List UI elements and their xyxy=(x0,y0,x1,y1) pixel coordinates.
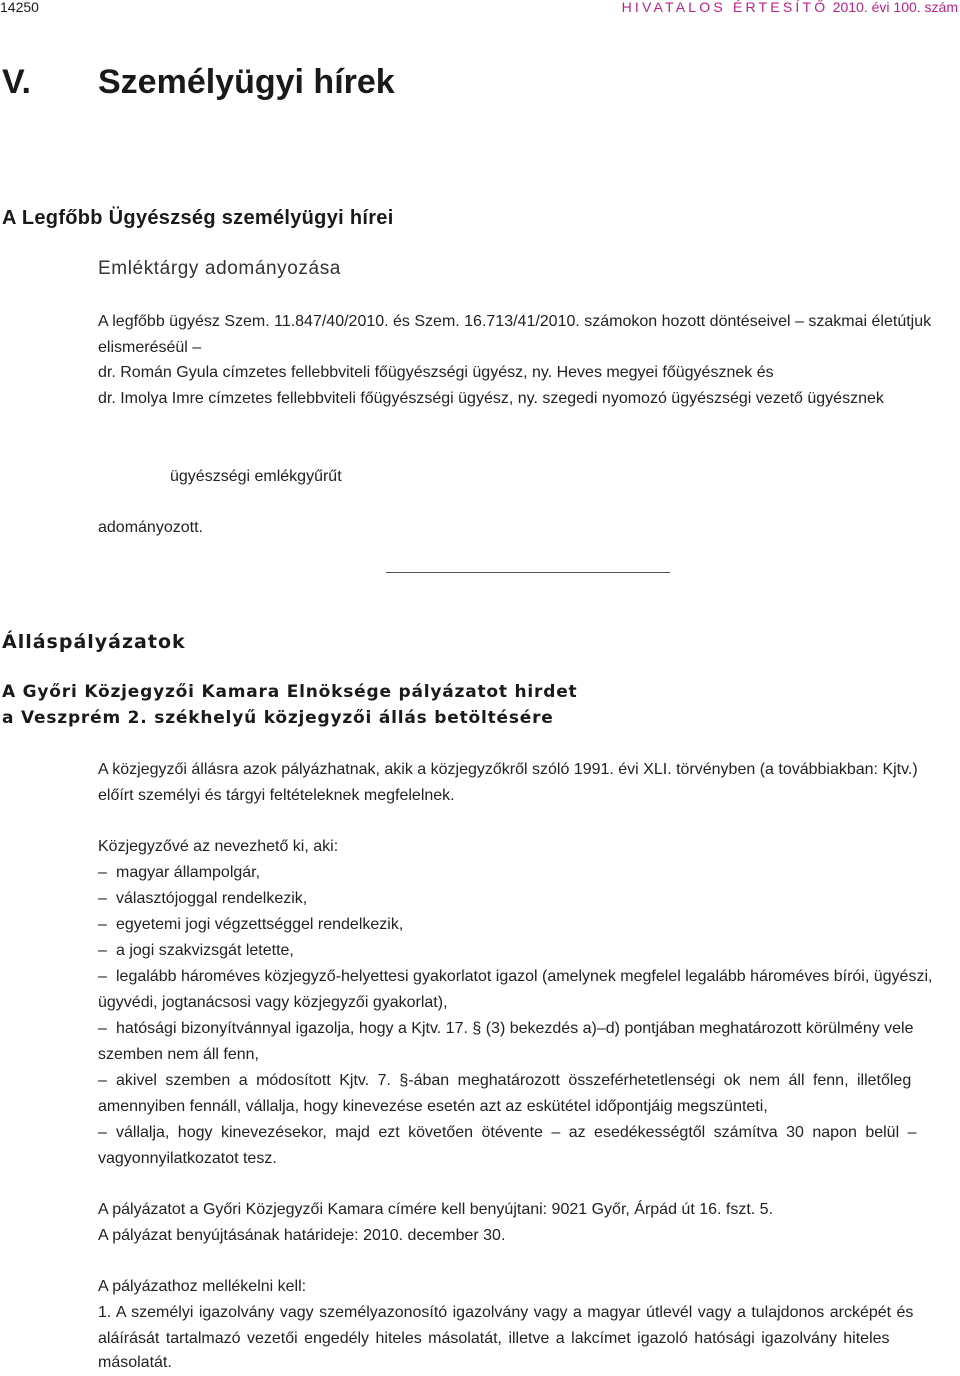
list-item-continuation: ügyvédi, jogtanácsosi vagy közjegyzői gyakorlat), xyxy=(98,994,448,1011)
dash-bullet: – xyxy=(98,916,107,933)
list-item: – magyar állampolgár, xyxy=(98,860,260,886)
list-item: – legalább hároméves közjegyző-helyettesi gyakorlatot igazol (amelynek megfelel legalább hároméves bírói, ügyészi, xyxy=(98,964,932,990)
submission-deadline: A pályázat benyújtásának határideje: 2010. december 30. xyxy=(98,1227,506,1244)
list-item: – választójoggal rendelkezik, xyxy=(98,886,307,912)
section-divider xyxy=(386,572,670,573)
list-item-continuation: vagyonnyilatkozatot tesz. xyxy=(98,1150,277,1167)
dash-bullet: – xyxy=(98,1072,107,1089)
attachments-intro: A pályázathoz mellékelni kell: xyxy=(98,1278,307,1295)
journal-name: HIVATALOS ÉRTESÍTŐ xyxy=(621,0,829,15)
list-item-continuation: amennyiben fennáll, vállalja, hogy kinevezése esetén azt az eskütétel időpontjáig megszünteti, xyxy=(98,1098,768,1115)
person-2: dr. Imolya Imre címzetes fellebbviteli főügyészségi ügyész, ny. szegedi nyomozó ügyészségi vezető ügyésznek xyxy=(98,390,884,407)
dash-bullet: – xyxy=(98,890,107,907)
section-number: V. xyxy=(2,63,32,101)
part1-heading: A Legfőbb Ügyészség személyügyi hírei xyxy=(2,207,394,229)
list-item: – akivel szemben a módosított Kjtv. 7. §-ában meghatározott összeférhetetlenségi ok nem áll fenn, illetőleg xyxy=(98,1068,911,1094)
section-title: Személyügyi hírek xyxy=(98,63,395,101)
attachment-1-line1: 1. A személyi igazolvány vagy személyazonosító igazolvány vagy a magyar útlevél vagy a tulajdonos arcképét és xyxy=(98,1304,914,1321)
dash-bullet: – xyxy=(98,1020,107,1037)
issue-number: 2010. évi 100. szám xyxy=(832,0,958,15)
running-header xyxy=(622,0,958,14)
part1-intro-line2: elismeréséül – xyxy=(98,339,202,356)
list-item: – vállalja, hogy kinevezésekor, majd ezt követően ötévente – az esedékességtől számítva 30 napon belül – xyxy=(98,1120,916,1146)
dash-bullet: – xyxy=(98,864,107,881)
list-item: – a jogi szakvizsgát letette, xyxy=(98,938,294,964)
dash-bullet: – xyxy=(98,942,107,959)
part1-closing: adományozott. xyxy=(98,519,203,536)
vacancy-title-line2: a Veszprém 2. székhelyű közjegyzői állás betöltésére xyxy=(2,708,554,728)
submission-address: A pályázatot a Győri Közjegyzői Kamara címére kell benyújtani: 9021 Győr, Árpád út 16. fszt. 5. xyxy=(98,1201,774,1218)
part1-intro-line1: A legfőbb ügyész Szem. 11.847/40/2010. és Szem. 16.713/41/2010. számokon hozott döntéseivel – szakmai életútjuk xyxy=(98,313,932,330)
requirements-intro: Közjegyzővé az nevezhető ki, aki: xyxy=(98,838,339,855)
part1-subheading: Emléktárgy adományozása xyxy=(98,258,341,279)
attachment-1-line2: aláírását tartalmazó vezetői engedély hiteles másolatát, illetve a lakcímet igazoló hatósági igazolvány hiteles xyxy=(98,1330,890,1347)
list-item: – egyetemi jogi végzettséggel rendelkezik, xyxy=(98,912,403,938)
para1-line1: A közjegyzői állásra azok pályázhatnak, akik a közjegyzőkről szóló 1991. évi XLI. törvényben (a továbbiakban: Kjtv.) xyxy=(98,761,918,778)
para1-line2: előírt személyi és tárgyi feltételeknek megfelelnek. xyxy=(98,787,455,804)
award-name: ügyészségi emlékgyűrűt xyxy=(170,468,342,485)
dash-bullet: – xyxy=(98,1124,107,1141)
attachment-1-line3: másolatát. xyxy=(98,1354,172,1371)
person-1: dr. Román Gyula címzetes fellebbviteli főügyészségi ügyész, ny. Heves megyei főügyésznek és xyxy=(98,364,774,381)
part2-heading: Álláspályázatok xyxy=(2,631,186,653)
page-number: 14250 xyxy=(0,0,39,15)
dash-bullet: – xyxy=(98,968,107,985)
list-item-continuation: szemben nem áll fenn, xyxy=(98,1046,259,1063)
list-item: – hatósági bizonyítvánnyal igazolja, hogy a Kjtv. 17. § (3) bekezdés a)–d) pontjában meghatározott körülmény vele xyxy=(98,1016,914,1042)
vacancy-title-line1: A Győri Közjegyzői Kamara Elnöksége pályázatot hirdet xyxy=(2,682,578,702)
